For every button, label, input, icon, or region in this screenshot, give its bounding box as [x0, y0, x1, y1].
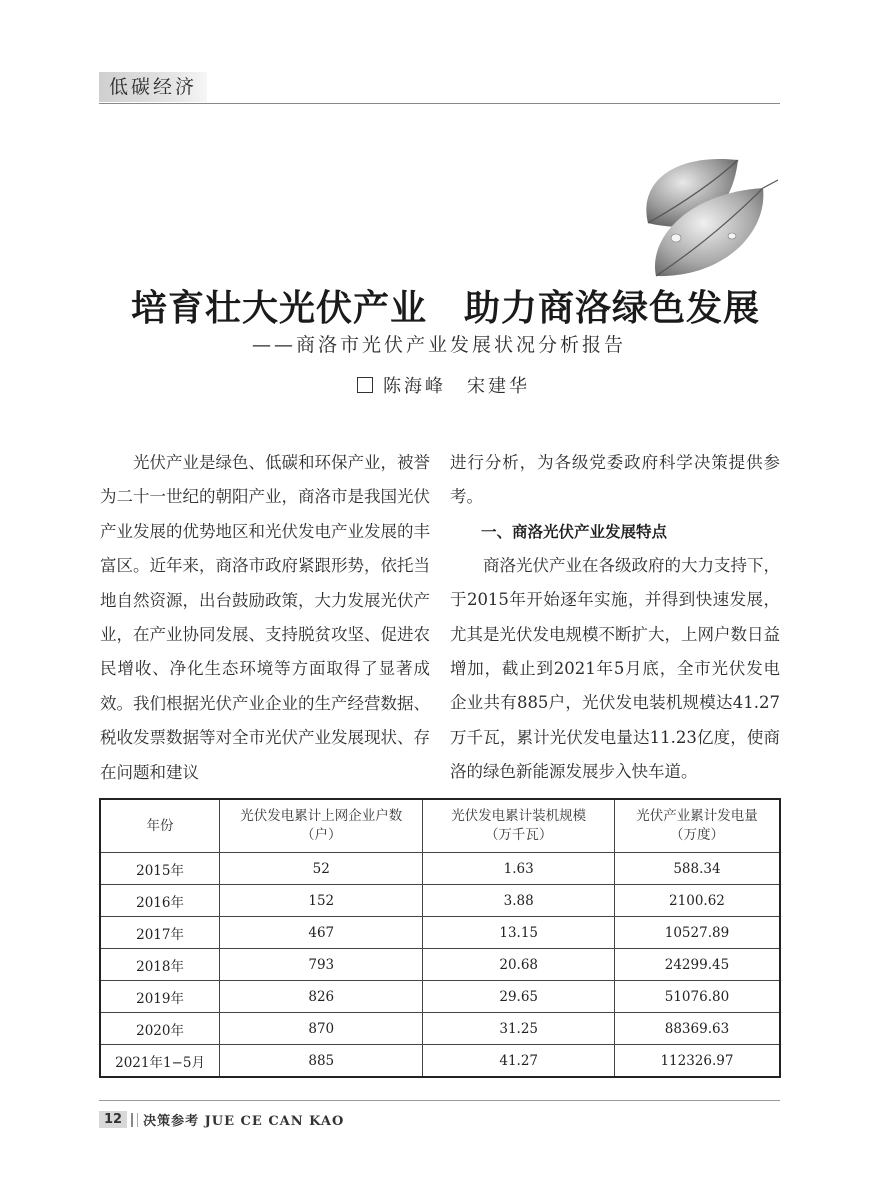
footer-divider — [137, 1113, 138, 1127]
header-rule — [99, 103, 780, 104]
table-cell: 1.63 — [423, 853, 614, 885]
table-cell: 826 — [220, 981, 423, 1013]
table-row — [100, 981, 780, 1013]
author-line — [357, 372, 530, 398]
table-header-row — [100, 799, 780, 853]
table-cell: 31.25 — [423, 1013, 614, 1045]
publication-name: 决策参考 JUE CE CAN KAO — [143, 1114, 345, 1129]
table-header-cell: 年份 — [100, 799, 220, 853]
page-number: 12 — [99, 1111, 127, 1128]
body-paragraph-continuation: 进行分析，为各级党委政府科学决策提供参考。 — [450, 453, 780, 507]
body-paragraph: 光伏产业是绿色、低碳和环保产业，被誉为二十一世纪的朝阳产业，商洛市是我国光伏产业发展的优势地区和光伏发电产业发展的丰富区。近年来，商洛市政府紧跟形势，依托当地自然资源，出台鼓励政策，大力发展光伏产业，在产业协同发展、支持脱贫攻坚、促进农民增收、净化生态环境等方面取得了显著成效。我们根据光伏产业企业的生产经营数据、税收发票数据等对全市光伏产业发展现状、存在问题和建议 — [100, 453, 430, 782]
author-names: 陈海峰 宋建华 — [383, 376, 530, 397]
table-cell: 112326.97 — [614, 1045, 780, 1078]
table-row — [100, 949, 780, 981]
table-row — [100, 885, 780, 917]
table-row — [100, 917, 780, 949]
table-cell: 2019年 — [100, 981, 220, 1013]
table-cell: 13.15 — [423, 917, 614, 949]
right-column — [450, 446, 780, 790]
footer-rule — [99, 1100, 780, 1101]
table-cell: 2020年 — [100, 1013, 220, 1045]
table-cell: 24299.45 — [614, 949, 780, 981]
leaves-illustration — [628, 148, 788, 283]
footer-divider — [131, 1113, 133, 1127]
table-row — [100, 1045, 780, 1078]
table-cell: 2018年 — [100, 949, 220, 981]
left-column — [100, 446, 430, 790]
table-cell: 870 — [220, 1013, 423, 1045]
table-cell: 10527.89 — [614, 917, 780, 949]
table-header-cell: 光伏产业累计发电量（万度） — [614, 799, 780, 853]
table-row — [100, 853, 780, 885]
table-cell: 51076.80 — [614, 981, 780, 1013]
table-cell: 3.88 — [423, 885, 614, 917]
table-cell: 2021年1−5月 — [100, 1045, 220, 1078]
table-cell: 88369.63 — [614, 1013, 780, 1045]
table-cell: 152 — [220, 885, 423, 917]
page-footer — [99, 1110, 344, 1129]
section-tag: 低碳经济 — [99, 72, 207, 102]
table-cell: 2100.62 — [614, 885, 780, 917]
section-heading: 一、商洛光伏产业发展特点 — [481, 522, 668, 541]
table-cell: 2015年 — [100, 853, 220, 885]
table-cell: 20.68 — [423, 949, 614, 981]
table-cell: 588.34 — [614, 853, 780, 885]
body-paragraph: 商洛光伏产业在各级政府的大力支持下，于2015年开始逐年实施，并得到快速发展，尤其是光伏发电规模不断扩大，上网户数日益增加，截止到2021年5月底，全市光伏发电企业共有885户，光伏发电装机规模达41.27万千瓦，累计光伏发电量达11.23亿度，使商洛的绿色新能源发展步入快车道。 — [450, 555, 780, 782]
table-header-cell: 光伏发电累计装机规模（万千瓦） — [423, 799, 614, 853]
table-cell: 467 — [220, 917, 423, 949]
table-cell: 41.27 — [423, 1045, 614, 1078]
data-table — [99, 798, 781, 1078]
article-subtitle: ——商洛市光伏产业发展状况分析报告 — [252, 334, 627, 356]
table-cell: 2017年 — [100, 917, 220, 949]
author-box-icon — [357, 377, 373, 393]
table-cell: 793 — [220, 949, 423, 981]
table-row — [100, 1013, 780, 1045]
table-header-cell: 光伏发电累计上网企业户数（户） — [220, 799, 423, 853]
table-cell: 2016年 — [100, 885, 220, 917]
table-cell: 52 — [220, 853, 423, 885]
table-cell: 29.65 — [423, 981, 614, 1013]
article-title: 培育壮大光伏产业 助力商洛绿色发展 — [130, 288, 760, 329]
table-cell: 885 — [220, 1045, 423, 1078]
